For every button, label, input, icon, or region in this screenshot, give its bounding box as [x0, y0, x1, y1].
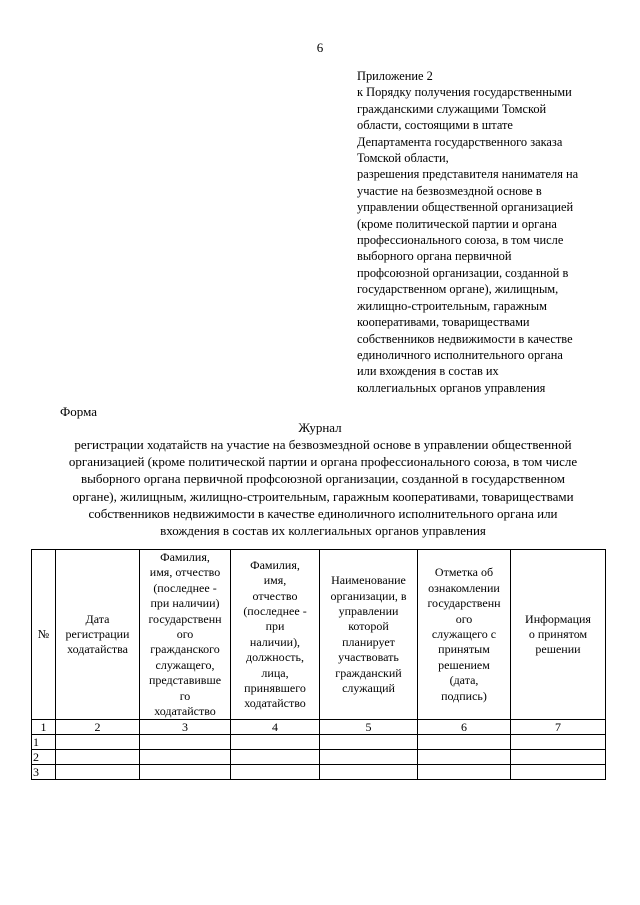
appendix-line: области, состоящими в штате — [357, 118, 513, 133]
header-line: принявшего — [244, 680, 306, 695]
header-line: имя, отчество — [149, 565, 221, 580]
header-line: Фамилия, — [160, 550, 210, 564]
form-label: Форма — [60, 404, 97, 419]
header-line: Наименование — [331, 573, 406, 588]
header-line: должность, — [246, 650, 304, 665]
table-cell — [56, 750, 140, 765]
appendix-line: собственников недвижимости в качестве — [357, 331, 573, 346]
header-line: организации, в — [330, 588, 407, 603]
header-line: Информация — [525, 611, 591, 626]
appendix-line: кооперативами, товариществами — [357, 315, 530, 330]
header-servant-name — [140, 550, 231, 720]
header-line: (последнее - — [153, 580, 217, 595]
column-number: 3 — [140, 720, 231, 735]
table-cell — [511, 765, 606, 780]
table-header-row — [32, 550, 606, 720]
row-number: 3 — [32, 765, 56, 780]
column-numbers-row — [32, 720, 606, 735]
table-cell — [140, 735, 231, 750]
appendix-line: коллегиальных органов управления — [357, 380, 546, 395]
page-number: 6 — [316, 40, 324, 55]
appendix-line: Департамента государственного заказа — [357, 134, 563, 149]
journal-title: Журнал — [298, 420, 342, 435]
appendix-line: Приложение 2 — [357, 69, 433, 83]
header-line: го — [179, 688, 191, 703]
appendix-line: выборного органа первичной — [357, 249, 512, 264]
header-receiver-name — [231, 550, 320, 720]
header-line: управлении — [338, 603, 399, 618]
appendix-line: участие на безвозмездной основе в — [357, 183, 542, 198]
table-cell — [418, 735, 511, 750]
header-line: Дата — [85, 611, 110, 626]
header-line: представивше — [148, 673, 222, 688]
header-organization-name — [320, 550, 418, 720]
header-line: планирует — [342, 634, 395, 649]
header-line: ходатайство — [154, 704, 216, 719]
table-cell — [511, 750, 606, 765]
column-number: 7 — [511, 720, 606, 735]
header-line: (последнее - — [243, 603, 307, 618]
table-row — [32, 735, 606, 750]
header-line: государственн — [148, 611, 222, 626]
column-number: 2 — [56, 720, 140, 735]
appendix-line: к Порядку получения государственными — [357, 85, 572, 100]
appendix-line: гражданскими служащими Томской — [357, 101, 547, 116]
journal-subtitle-line: собственников недвижимости в качестве единоличного исполнительного органа или — [88, 505, 558, 521]
header-line: решением — [438, 657, 490, 672]
header-line: решении — [535, 642, 581, 657]
appendix-block — [357, 68, 627, 396]
header-line: имя, — [263, 573, 287, 588]
journal-subtitle — [40, 436, 606, 539]
header-line: государственн — [427, 596, 501, 611]
header-registration-date — [56, 550, 140, 720]
appendix-line: (кроме политической партии и органа — [357, 216, 557, 231]
header-line: ознакомлении — [428, 580, 500, 595]
journal-subtitle-line: органе), жилищным, жилищно-строительным, гаражным кооперативами, товариществами — [72, 488, 574, 504]
journal-subtitle-line: регистрации ходатайств на участие на безвозмездной основе в управлении общественной — [74, 437, 572, 452]
header-line: ого — [176, 627, 194, 642]
header-line: ходатайства — [67, 642, 128, 657]
table-cell — [56, 735, 140, 750]
row-number: 1 — [32, 735, 56, 750]
table-cell — [418, 765, 511, 780]
journal-subtitle-line: вхождения в состав их коллегиальных органов управления — [160, 523, 486, 539]
header-line: № — [37, 627, 50, 642]
header-acknowledgement-mark — [418, 550, 511, 720]
appendix-line: государственном органе), жилищным, — [357, 282, 559, 297]
table-cell — [320, 735, 418, 750]
column-number: 6 — [418, 720, 511, 735]
appendix-line: единоличного исполнительного органа — [357, 347, 563, 362]
header-number — [32, 550, 56, 720]
header-line: отчество — [252, 588, 298, 603]
header-line: служащий — [342, 680, 395, 695]
header-line: участвовать — [338, 650, 399, 665]
table-row — [32, 765, 606, 780]
table-row — [32, 750, 606, 765]
header-line: гражданский — [335, 665, 402, 680]
column-number: 5 — [320, 720, 418, 735]
registration-journal-table — [31, 549, 606, 780]
table-cell — [56, 765, 140, 780]
journal-subtitle-line: организацией (кроме политической партии и органа профессионального союза, в том числе — [68, 454, 578, 470]
header-line: (дата, — [449, 673, 479, 688]
header-line: принятым — [438, 642, 490, 657]
header-line: при — [265, 619, 285, 634]
header-line: Фамилия, — [250, 557, 300, 572]
table-cell — [140, 765, 231, 780]
table-cell — [320, 750, 418, 765]
header-line: наличии), — [249, 634, 301, 649]
column-number: 4 — [231, 720, 320, 735]
appendix-line: профессионального союза, в том числе — [357, 233, 564, 248]
header-decision-info — [511, 550, 606, 720]
header-line: лица, — [261, 665, 289, 680]
appendix-line: или вхождения в состав их — [357, 364, 499, 379]
table-cell — [140, 750, 231, 765]
appendix-line: жилищно-строительным, гаражным — [357, 298, 547, 313]
appendix-line: разрешения представителя нанимателя на — [357, 167, 579, 182]
header-line: служащего с — [431, 627, 497, 642]
header-line: ходатайство — [244, 696, 306, 711]
appendix-line: управлении общественной организацией — [357, 200, 574, 215]
table-cell — [231, 750, 320, 765]
header-line: подпись) — [441, 688, 487, 703]
header-line: ого — [455, 611, 473, 626]
column-number: 1 — [32, 720, 56, 735]
appendix-line: профсоюзной организации, созданной в — [357, 265, 569, 280]
journal-subtitle-line: выборного органа первичной профсоюзной организации, созданной в государственном — [81, 471, 565, 487]
header-line: Отметка об — [434, 565, 494, 580]
header-line: которой — [348, 619, 389, 634]
header-line: гражданского — [150, 642, 220, 657]
table-cell — [418, 750, 511, 765]
table-cell — [231, 765, 320, 780]
header-line: о принятом — [528, 627, 588, 642]
appendix-line: Томской области, — [357, 151, 449, 166]
header-line: при наличии) — [150, 596, 220, 611]
table-cell — [320, 765, 418, 780]
table-cell — [511, 735, 606, 750]
header-line: служащего, — [155, 657, 215, 672]
table-cell — [231, 735, 320, 750]
header-line: регистрации — [65, 627, 130, 642]
row-number: 2 — [32, 750, 56, 765]
